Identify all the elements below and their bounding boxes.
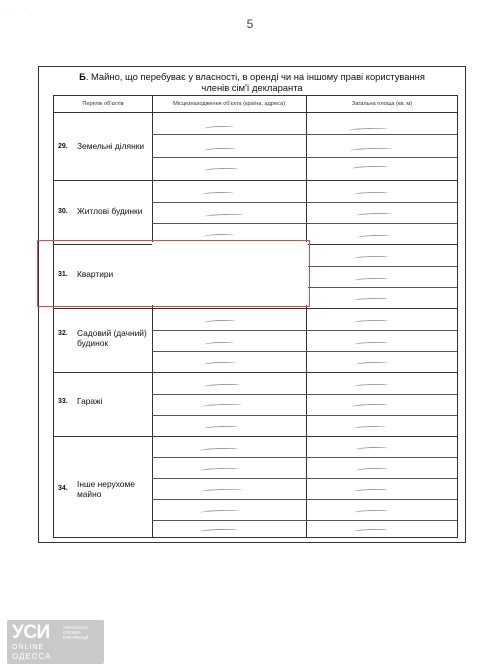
redaction-mark — [204, 383, 240, 388]
row-divider — [54, 436, 457, 437]
sub-row-line — [152, 202, 457, 203]
redaction-mark — [354, 488, 388, 493]
logo-city: ОДЕССА — [12, 652, 52, 661]
redaction-mark — [202, 403, 242, 408]
redaction-mark — [356, 361, 388, 366]
row-number: 29. — [58, 143, 68, 150]
header-location: Місцезнаходження об'єкта (країна, адреса) — [152, 96, 306, 113]
redaction-mark — [202, 191, 234, 196]
row-label: Квартири — [77, 269, 114, 279]
sub-row-line — [152, 415, 457, 416]
row-number: 34. — [58, 485, 68, 492]
sub-row-line — [152, 223, 457, 224]
redaction-mark — [354, 528, 388, 533]
redaction-mark — [352, 165, 388, 170]
row-label: Гаражі — [77, 396, 103, 406]
redaction-mark — [354, 297, 388, 302]
row-number: 32. — [58, 330, 68, 337]
redaction-mark — [200, 488, 242, 493]
row-divider — [54, 308, 457, 309]
redaction-mark — [204, 319, 236, 324]
row-number: 31. — [58, 271, 68, 278]
redaction-mark — [354, 277, 388, 282]
redaction-mark — [204, 341, 234, 346]
sub-row-line — [152, 157, 457, 158]
row-label: Садовий (дачний) будинок — [77, 328, 147, 348]
redaction-mark — [356, 446, 388, 451]
row-label: Земельні ділянки — [77, 141, 145, 151]
redaction-mark — [350, 147, 392, 152]
title-line1: . Майно, що перебуває у власності, в оренді чи на іншому праві користування — [85, 71, 425, 82]
redaction-mark — [204, 147, 236, 152]
redaction-mark — [354, 255, 388, 260]
usi-online-logo — [7, 620, 104, 664]
row-divider — [54, 372, 457, 373]
sub-row-line — [152, 351, 457, 352]
redaction-mark — [354, 509, 388, 514]
highlight-box — [37, 240, 310, 307]
sub-row-line — [152, 134, 457, 135]
redaction-mark — [204, 167, 238, 172]
redaction-mark — [204, 361, 236, 366]
row-divider — [54, 180, 457, 181]
scan-specks: · · · — [4, 6, 29, 12]
redaction-mark — [354, 383, 388, 388]
sub-row-line — [152, 330, 457, 331]
sub-row-line — [152, 394, 457, 395]
redaction-mark — [352, 403, 388, 408]
row-number: 30. — [58, 208, 68, 215]
logo-service: УКРАЇНСЬКА СЛУЖБА ІНФОРМАЦІЇ — [63, 625, 89, 641]
form-title — [39, 71, 465, 93]
row-number: 33. — [58, 398, 68, 405]
sub-row-line — [152, 478, 457, 479]
redaction-mark — [204, 425, 238, 430]
redaction-mark — [200, 447, 238, 452]
header-objects: Перелік об'єктів — [54, 96, 152, 113]
sub-row-line — [152, 457, 457, 458]
redaction-mark — [348, 127, 388, 132]
sub-row-line — [152, 499, 457, 500]
title-line2: членів сім'ї декларанта — [201, 82, 303, 93]
redaction-mark — [204, 233, 234, 238]
redaction-mark — [354, 319, 388, 324]
row-label: Інше нерухоме майно — [77, 479, 135, 499]
redaction-mark — [358, 234, 390, 239]
redaction-mark — [200, 509, 240, 514]
logo-online: ONLINE — [12, 644, 45, 651]
page-number: 5 — [246, 17, 254, 31]
logo-usi: УСИ — [12, 622, 50, 643]
redaction-mark — [354, 425, 386, 430]
redaction-mark — [356, 212, 392, 217]
row-label: Житлові будинки — [77, 206, 143, 216]
header-area: Загальна площа (кв. м) — [306, 96, 458, 113]
column-divider — [152, 96, 153, 537]
redaction-mark — [354, 341, 388, 346]
redaction-mark — [200, 528, 238, 533]
redaction-mark — [356, 467, 388, 472]
property-table — [53, 95, 458, 538]
section-letter: Б — [79, 71, 86, 82]
redaction-mark — [204, 125, 234, 130]
redaction-mark — [204, 213, 244, 218]
redaction-mark — [354, 191, 388, 196]
sub-row-line — [152, 520, 457, 521]
redaction-mark — [200, 467, 240, 472]
column-divider — [306, 96, 307, 537]
